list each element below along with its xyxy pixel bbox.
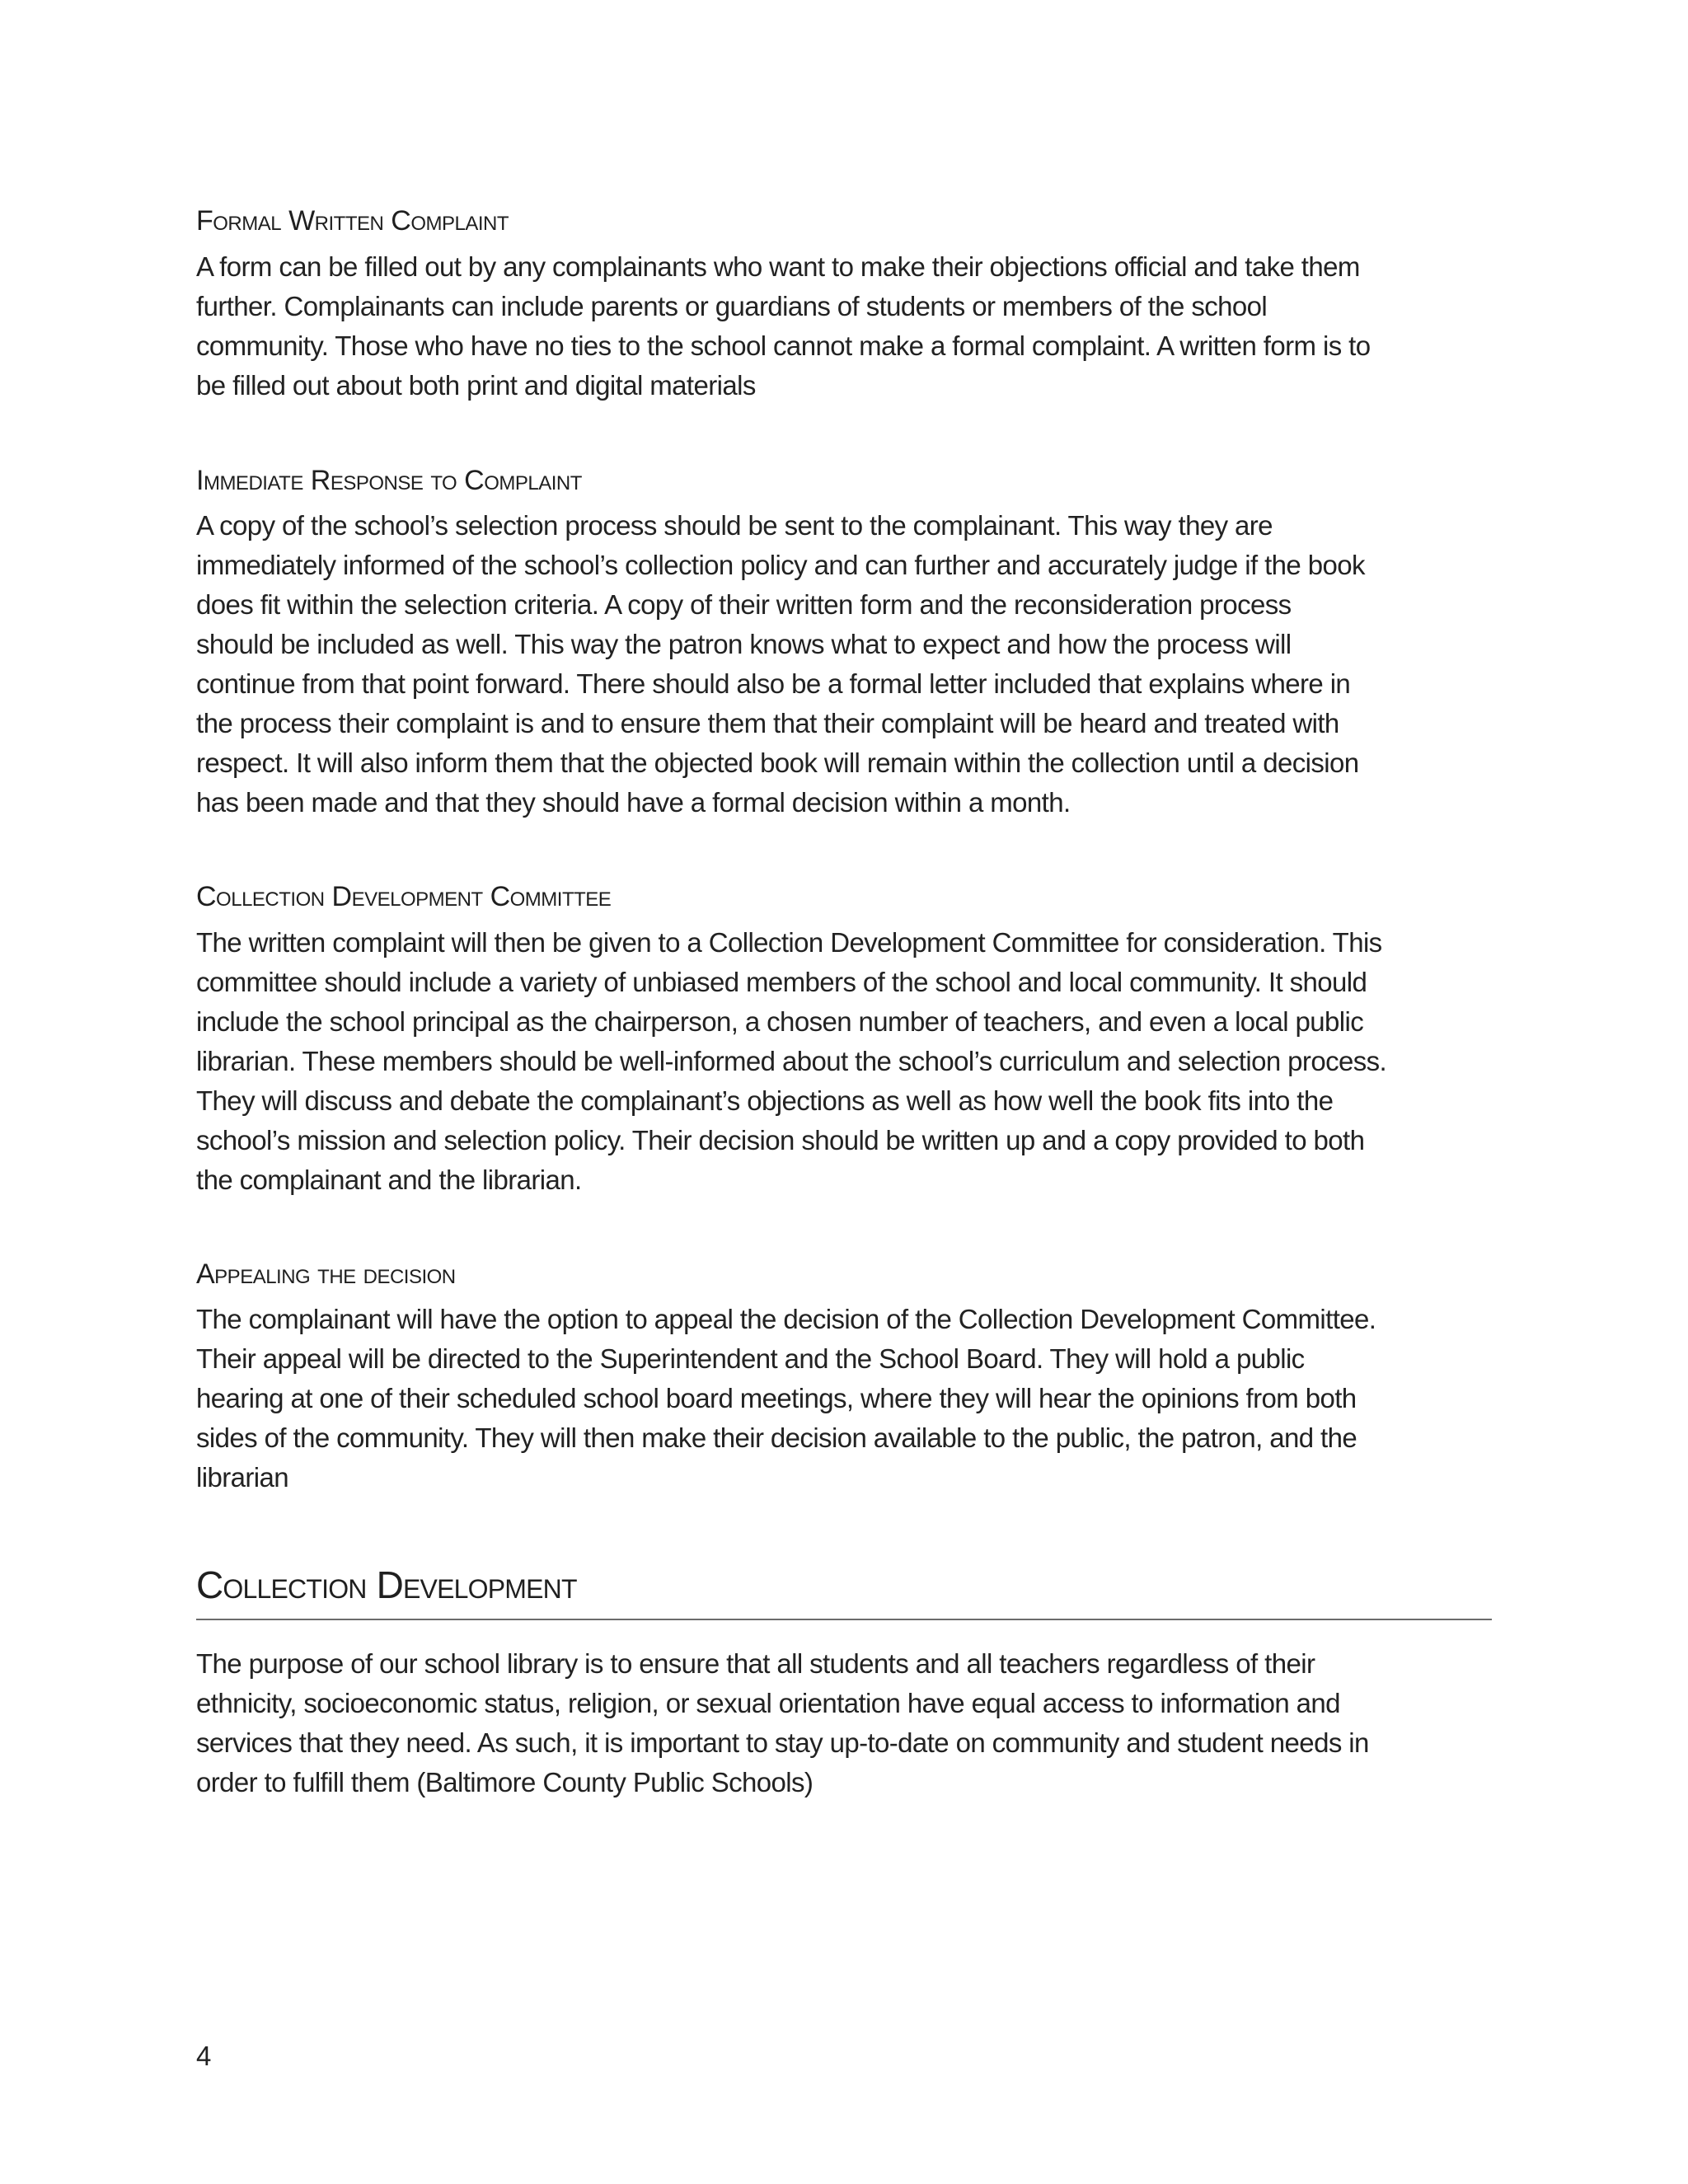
- text-line: services that they need. As such, it is important to stay up-to-date on community and student needs in: [196, 1727, 1369, 1758]
- text-line: order to fulfill them (Baltimore County Public Schools): [196, 1767, 814, 1797]
- text-line: Their appeal will be directed to the Superintendent and the School Board. They will hold a public: [196, 1343, 1305, 1374]
- text-line: further. Complainants can include parents or guardians of students or members of the school: [196, 291, 1268, 321]
- page-number: 4: [196, 2041, 212, 2071]
- text-line: school’s mission and selection policy. Their decision should be written up and a copy provided to both: [196, 1125, 1365, 1155]
- text-line: include the school principal as the chairperson, a chosen number of teachers, and even a local public: [196, 1006, 1364, 1037]
- heading-formal-written-complaint: Formal Written Complaint: [196, 205, 509, 237]
- text-line: hearing at one of their scheduled school board meetings, where they will hear the opinions from both: [196, 1383, 1357, 1413]
- text-line: committee should include a variety of unbiased members of the school and local community. It should: [196, 967, 1367, 997]
- paragraph-collection-development: [196, 1644, 1490, 1802]
- text-line: librarian. These members should be well-informed about the school’s curriculum and selection process.: [196, 1046, 1387, 1076]
- text-line: community. Those who have no ties to the school cannot make a formal complaint. A written form is to: [196, 330, 1371, 361]
- paragraph-appealing-the-decision: [196, 1300, 1490, 1497]
- text-line: immediately informed of the school’s collection policy and can further and accurately judge if the book: [196, 550, 1365, 580]
- text-line: ethnicity, socioeconomic status, religion, or sexual orientation have equal access to information and: [196, 1688, 1340, 1718]
- text-line: continue from that point forward. There should also be a formal letter included that explains where in: [196, 668, 1351, 699]
- paragraph-collection-development-committee: [196, 923, 1490, 1200]
- text-line: sides of the community. They will then make their decision available to the public, the patron, and the: [196, 1422, 1357, 1453]
- paragraph-formal-written-complaint: [196, 247, 1490, 405]
- text-line: the complainant and the librarian.: [196, 1165, 582, 1195]
- heading-divider: [196, 1619, 1492, 1620]
- paragraph-immediate-response: [196, 506, 1490, 823]
- text-line: the process their complaint is and to ensure them that their complaint will be heard and treated with: [196, 708, 1339, 738]
- text-line: The purpose of our school library is to ensure that all students and all teachers regardless of their: [196, 1648, 1315, 1679]
- text-line: The written complaint will then be given to a Collection Development Committee for consideration. This: [196, 927, 1382, 958]
- text-line: They will discuss and debate the complainant’s objections as well as how well the book fits into the: [196, 1085, 1334, 1116]
- text-line: does fit within the selection criteria. A copy of their written form and the reconsideration process: [196, 589, 1292, 620]
- text-line: should be included as well. This way the patron knows what to expect and how the process will: [196, 629, 1292, 659]
- heading-appealing-the-decision: Appealing the decision: [196, 1258, 456, 1290]
- text-line: librarian: [196, 1462, 288, 1493]
- heading-collection-development: Collection Development: [196, 1563, 577, 1606]
- text-line: respect. It will also inform them that the objected book will remain within the collection until a decision: [196, 748, 1359, 778]
- text-line: has been made and that they should have a formal decision within a month.: [196, 787, 1071, 818]
- document-page: [196, 0, 1492, 2184]
- heading-immediate-response: Immediate Response to Complaint: [196, 465, 582, 496]
- heading-collection-development-committee: Collection Development Committee: [196, 881, 612, 912]
- text-line: The complainant will have the option to appeal the decision of the Collection Development Committee.: [196, 1304, 1376, 1334]
- text-line: A form can be filled out by any complainants who want to make their objections official and take them: [196, 251, 1360, 282]
- text-line: A copy of the school’s selection process should be sent to the complainant. This way they are: [196, 510, 1273, 541]
- text-line: be filled out about both print and digital materials: [196, 370, 756, 401]
